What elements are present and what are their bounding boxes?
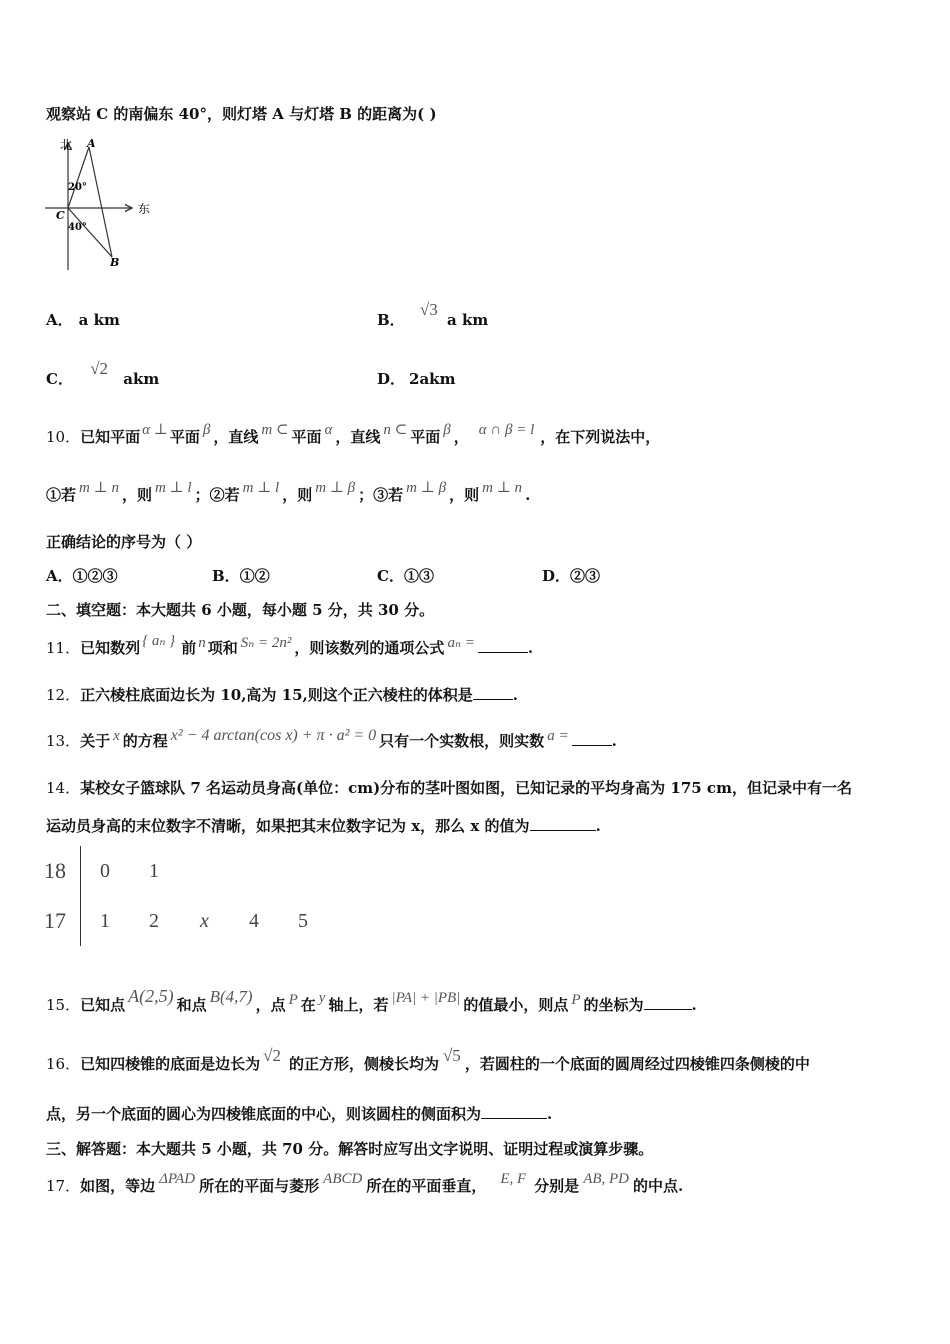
option-label: A． bbox=[46, 311, 73, 329]
answer-blank[interactable] bbox=[481, 1106, 547, 1119]
text: ，若圆柱的一个底面的圆周经过四棱锥四条侧棱的中 bbox=[464, 1055, 810, 1073]
text: ， bbox=[453, 428, 469, 446]
math: B(4,7) bbox=[209, 987, 253, 1006]
option-label: B． bbox=[212, 567, 240, 585]
sqrt2-math: √2 bbox=[90, 359, 109, 378]
north-label: 北 bbox=[60, 138, 73, 152]
leaf: 5 bbox=[298, 910, 308, 932]
text: 所在的平面垂直， bbox=[366, 1177, 487, 1195]
option-text: ②③ bbox=[570, 567, 601, 585]
question-number: 13． bbox=[46, 732, 81, 750]
question-number: 14． bbox=[46, 779, 81, 797]
text: 轴上，若 bbox=[328, 996, 389, 1014]
q9-stem: 观察站 C 的南偏东 40°，则灯塔 A 与灯塔 B 的距离为( ) bbox=[46, 105, 437, 123]
math: a = bbox=[547, 728, 569, 744]
question-number: 11． bbox=[46, 639, 81, 657]
text: ，则该数列的通项公式 bbox=[294, 639, 445, 657]
angle-40-label: 40° bbox=[68, 222, 87, 233]
question-number: 17． bbox=[46, 1177, 81, 1195]
text: . bbox=[527, 639, 534, 657]
q10-line2 bbox=[46, 480, 531, 505]
math: β bbox=[443, 422, 451, 438]
question-number: 12． bbox=[46, 686, 81, 704]
question-number: 10． bbox=[46, 428, 81, 446]
math: A(2,5) bbox=[128, 986, 174, 1006]
answer-blank[interactable] bbox=[473, 687, 513, 700]
text: 运动员身高的末位数字不清晰，如果把其末位数字记为 x，那么 x 的值为 bbox=[46, 817, 530, 835]
math: m ⊥ l bbox=[242, 480, 280, 496]
text: 在 bbox=[300, 996, 316, 1014]
q10-line1 bbox=[46, 422, 661, 447]
math: α bbox=[324, 422, 333, 438]
q13 bbox=[46, 727, 617, 751]
math: m ⊥ β bbox=[315, 480, 356, 496]
text: ，点 bbox=[255, 996, 286, 1014]
text: 正六棱柱底面边长为 10,高为 15,则这个正六棱柱的体积是 bbox=[80, 686, 473, 704]
option-text: a km bbox=[78, 311, 120, 329]
option-text: ①③ bbox=[403, 567, 434, 585]
text: 某校女子篮球队 7 名运动员身高(单位：cm)分布的茎叶图如图，已知记录的平均身高为 175 cm，但记录中有一名 bbox=[80, 779, 852, 797]
math: α ∩ β = l bbox=[478, 422, 535, 438]
text: 的正方形，侧棱长均为 bbox=[288, 1055, 439, 1073]
q14-line2 bbox=[46, 815, 601, 836]
leaf-x: x bbox=[200, 910, 209, 932]
text: 的方程 bbox=[122, 732, 168, 750]
math: √5 bbox=[442, 1046, 461, 1065]
q9-option-a[interactable] bbox=[46, 309, 120, 330]
option-label: D． bbox=[542, 567, 571, 585]
text: 平面 bbox=[291, 428, 322, 446]
math: aₙ = bbox=[447, 635, 475, 651]
text: . bbox=[512, 686, 518, 704]
text: 已知数列 bbox=[80, 639, 141, 657]
math: { aₙ } bbox=[142, 633, 176, 649]
q10-option-d[interactable] bbox=[542, 565, 600, 586]
east-label: 东 bbox=[138, 202, 151, 216]
sqrt3-math: √3 bbox=[419, 300, 438, 319]
text: 平面 bbox=[169, 428, 200, 446]
math: m ⊥ β bbox=[406, 480, 447, 496]
option-text: ①② bbox=[239, 567, 270, 585]
stem-17: 17 bbox=[44, 908, 66, 933]
option-label: C． bbox=[46, 370, 73, 388]
q16-line2 bbox=[46, 1103, 552, 1124]
text: 的值最小，则点 bbox=[463, 996, 569, 1014]
option-label: B． bbox=[377, 311, 405, 329]
text: 点，另一个底面的圆心为四棱锥底面的中心，则该圆柱的侧面积为 bbox=[46, 1105, 482, 1123]
angle-20-label: 20° bbox=[68, 182, 87, 193]
text: ，则 bbox=[449, 486, 480, 504]
q10-option-a[interactable] bbox=[46, 565, 118, 586]
q11 bbox=[46, 633, 534, 658]
q10-option-c[interactable] bbox=[377, 565, 434, 586]
math: √2 bbox=[263, 1046, 281, 1065]
section-2-heading: 二、填空题：本大题共 6 小题，每小题 5 分，共 30 分。 bbox=[46, 601, 435, 619]
answer-blank[interactable] bbox=[530, 818, 596, 831]
text: 前 bbox=[181, 639, 197, 657]
text: . bbox=[595, 817, 601, 835]
math: AB, PD bbox=[583, 1171, 630, 1187]
answer-blank[interactable] bbox=[644, 997, 692, 1010]
text: . bbox=[691, 996, 697, 1014]
option-text: a km bbox=[447, 311, 489, 329]
math: m ⊥ l bbox=[154, 480, 192, 496]
text: 已知四棱锥的底面是边长为 bbox=[80, 1055, 261, 1073]
leaf: 0 bbox=[100, 860, 110, 882]
math: |PA| + |PB| bbox=[391, 990, 461, 1006]
q9-figure bbox=[40, 135, 160, 275]
text: 已知点 bbox=[80, 996, 126, 1014]
segment-AB bbox=[89, 147, 112, 257]
math: x² − 4 arctan(cos x) + π · a² = 0 bbox=[170, 727, 377, 744]
q9-option-b[interactable] bbox=[377, 300, 489, 330]
text: ，则 bbox=[121, 486, 152, 504]
text: 的中点. bbox=[633, 1177, 684, 1195]
text: ；②若 bbox=[194, 486, 240, 504]
option-text: akm bbox=[123, 370, 160, 388]
leaf: 1 bbox=[100, 910, 110, 932]
math: m ⊂ bbox=[261, 422, 289, 438]
answer-blank[interactable] bbox=[572, 733, 612, 746]
stem-18: 18 bbox=[44, 858, 66, 883]
text: . bbox=[525, 486, 531, 504]
option-text: 2akm bbox=[409, 370, 456, 388]
text: ，直线 bbox=[335, 428, 381, 446]
text: . bbox=[547, 1105, 553, 1123]
math: β bbox=[202, 422, 211, 438]
math: ΔPAD bbox=[159, 1171, 196, 1187]
math: Sₙ = 2n² bbox=[240, 635, 292, 651]
text: ①若 bbox=[46, 486, 77, 504]
q10-line3: 正确结论的序号为（ ） bbox=[46, 533, 202, 551]
math: n ⊂ bbox=[383, 422, 408, 438]
section-3-heading: 三、解答题：本大题共 5 小题，共 70 分。解答时应写出文字说明、证明过程或演算步骤。 bbox=[46, 1140, 654, 1158]
text: ，则 bbox=[282, 486, 313, 504]
text: 只有一个实数根，则实数 bbox=[379, 732, 545, 750]
leaf: 4 bbox=[249, 910, 259, 932]
text: ；③若 bbox=[358, 486, 404, 504]
option-label: A． bbox=[46, 567, 73, 585]
math: α ⊥ bbox=[142, 422, 168, 438]
q9-option-d[interactable] bbox=[377, 368, 455, 389]
q9-option-c[interactable] bbox=[46, 359, 160, 389]
stem-leaf-plot bbox=[40, 846, 340, 946]
text: 如图，等边 bbox=[80, 1177, 156, 1195]
text: 项和 bbox=[207, 639, 238, 657]
question-number: 15． bbox=[46, 996, 81, 1014]
math: x bbox=[113, 728, 120, 744]
text: 已知平面 bbox=[80, 428, 141, 446]
text: . bbox=[611, 732, 617, 750]
math: m ⊥ n bbox=[482, 480, 523, 496]
text: ，在下列说法中， bbox=[540, 428, 661, 446]
segment-CA bbox=[68, 147, 89, 208]
q15 bbox=[46, 986, 697, 1015]
math: P bbox=[571, 992, 581, 1008]
point-A-label: A bbox=[87, 137, 96, 150]
math: n bbox=[198, 635, 206, 651]
math: m ⊥ n bbox=[79, 480, 119, 496]
math: y bbox=[318, 990, 326, 1006]
question-number: 16． bbox=[46, 1055, 81, 1073]
leaf: 1 bbox=[149, 860, 159, 882]
q14-line1 bbox=[46, 777, 852, 798]
q17 bbox=[46, 1171, 684, 1196]
text: 分别是 bbox=[534, 1177, 580, 1195]
text: 关于 bbox=[80, 732, 111, 750]
text: ，直线 bbox=[213, 428, 259, 446]
math: ABCD bbox=[323, 1171, 363, 1187]
text: 和点 bbox=[176, 996, 207, 1014]
math: P bbox=[288, 992, 298, 1008]
text: 平面 bbox=[410, 428, 441, 446]
point-C-label: C bbox=[56, 209, 65, 222]
q10-option-b[interactable] bbox=[212, 565, 270, 586]
q16-line1 bbox=[46, 1046, 810, 1074]
leaf: 2 bbox=[149, 910, 159, 932]
stem-divider bbox=[80, 846, 81, 946]
option-label: D． bbox=[377, 370, 406, 388]
answer-blank[interactable] bbox=[478, 640, 528, 653]
option-label: C． bbox=[377, 567, 404, 585]
text: 所在的平面与菱形 bbox=[199, 1177, 320, 1195]
point-B-label: B bbox=[110, 256, 120, 269]
option-text: ①②③ bbox=[72, 567, 118, 585]
q12 bbox=[46, 684, 518, 705]
text: 的坐标为 bbox=[583, 996, 644, 1014]
math: E, F bbox=[500, 1171, 527, 1187]
